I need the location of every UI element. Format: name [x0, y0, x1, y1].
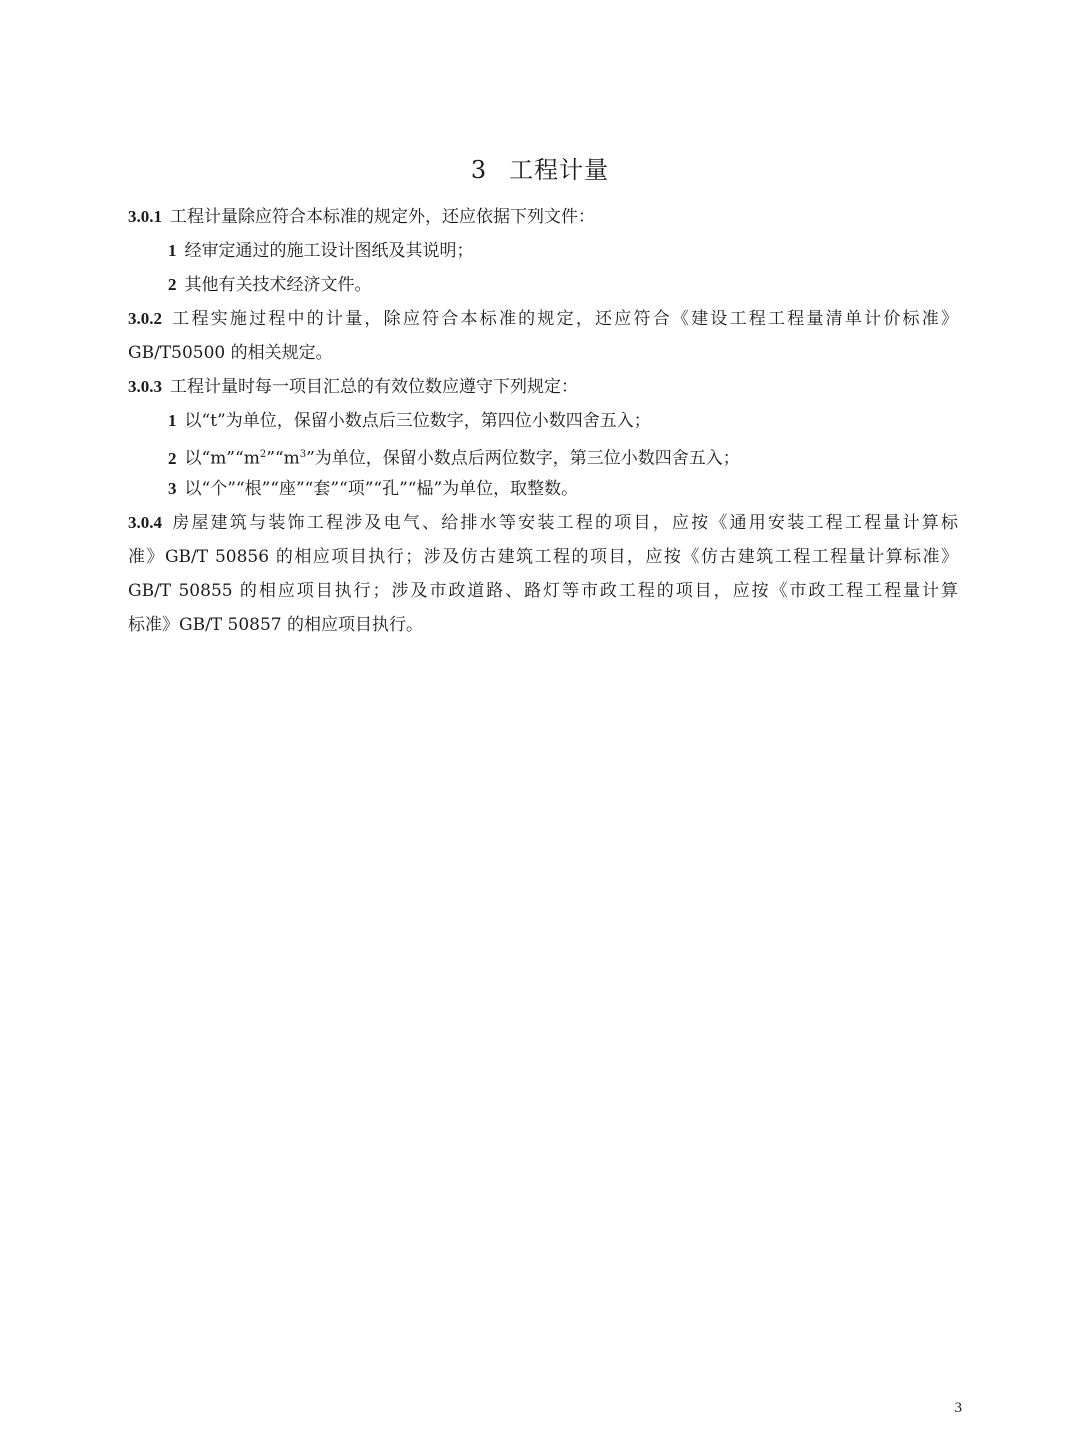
clause-text-line3: GB/T 50855 的相应项目执行；涉及市政道路、路灯等市政工程的项目，应按《市政工程工程量计算 — [128, 581, 958, 601]
item-text-pre: 以“m”“m — [184, 448, 260, 469]
clause-3-0-3 — [128, 370, 958, 404]
chapter-title: 工程计量 — [509, 156, 610, 184]
list-item — [128, 438, 958, 472]
clause-text-line4: 标准》GB/T 50857 的相应项目执行。 — [128, 615, 424, 635]
clause-text: 工程计量时每一项目汇总的有效位数应遵守下列规定： — [170, 377, 578, 397]
superscript-2: 2 — [259, 449, 267, 460]
item-text: 以“个”“根”“座”“套”“项”“孔”“榀”为单位，取整数。 — [184, 479, 579, 499]
clause-3-0-2-continued — [128, 336, 958, 370]
clause-3-0-1 — [128, 200, 958, 234]
item-number: 2 — [168, 275, 177, 294]
clause-number: 3.0.3 — [128, 377, 162, 396]
clause-3-0-4-continued — [128, 540, 958, 574]
item-number: 1 — [168, 411, 177, 430]
item-text-post: ”为单位，保留小数点后两位数字，第三位小数四舍五入； — [306, 448, 740, 469]
clause-text-line1: 房屋建筑与装饰工程涉及电气、给排水等安装工程的项目，应按《通用安装工程工程量计算标 — [170, 513, 958, 533]
list-item — [128, 472, 958, 506]
clause-text: 工程计量除应符合本标准的规定外，还应依据下列文件： — [170, 207, 595, 227]
clause-text-line2: GB/T50500 的相关规定。 — [128, 343, 333, 363]
clause-number: 3.0.2 — [128, 309, 162, 328]
chapter-heading — [0, 150, 1080, 190]
item-number: 2 — [168, 448, 177, 468]
item-number: 1 — [168, 241, 177, 260]
clause-3-0-2 — [128, 302, 958, 336]
clause-number: 3.0.4 — [128, 513, 162, 532]
clause-3-0-4-continued — [128, 608, 958, 642]
item-text: 其他有关技术经济文件。 — [184, 275, 372, 295]
page-number: 3 — [954, 1400, 962, 1416]
clause-3-0-4 — [128, 506, 958, 540]
superscript-3: 3 — [299, 449, 307, 460]
chapter-number: 3 — [470, 156, 488, 184]
item-text: 经审定通过的施工设计图纸及其说明； — [184, 241, 474, 261]
document-body — [128, 200, 958, 642]
clause-3-0-4-continued — [128, 574, 958, 608]
list-item — [128, 234, 958, 268]
item-text-mid: ”“m — [266, 448, 300, 469]
clause-number: 3.0.1 — [128, 207, 162, 226]
item-text: 以“t”为单位，保留小数点后三位数字，第四位小数四舍五入； — [184, 411, 651, 431]
item-number: 3 — [168, 479, 177, 498]
list-item — [128, 404, 958, 438]
list-item — [128, 268, 958, 302]
clause-text-line2: 准》GB/T 50856 的相应项目执行；涉及仿古建筑工程的项目，应按《仿古建筑工程工程量计算标准》 — [128, 547, 958, 567]
clause-text-line1: 工程实施过程中的计量，除应符合本标准的规定，还应符合《建设工程工程量清单计价标准》 — [170, 309, 958, 329]
